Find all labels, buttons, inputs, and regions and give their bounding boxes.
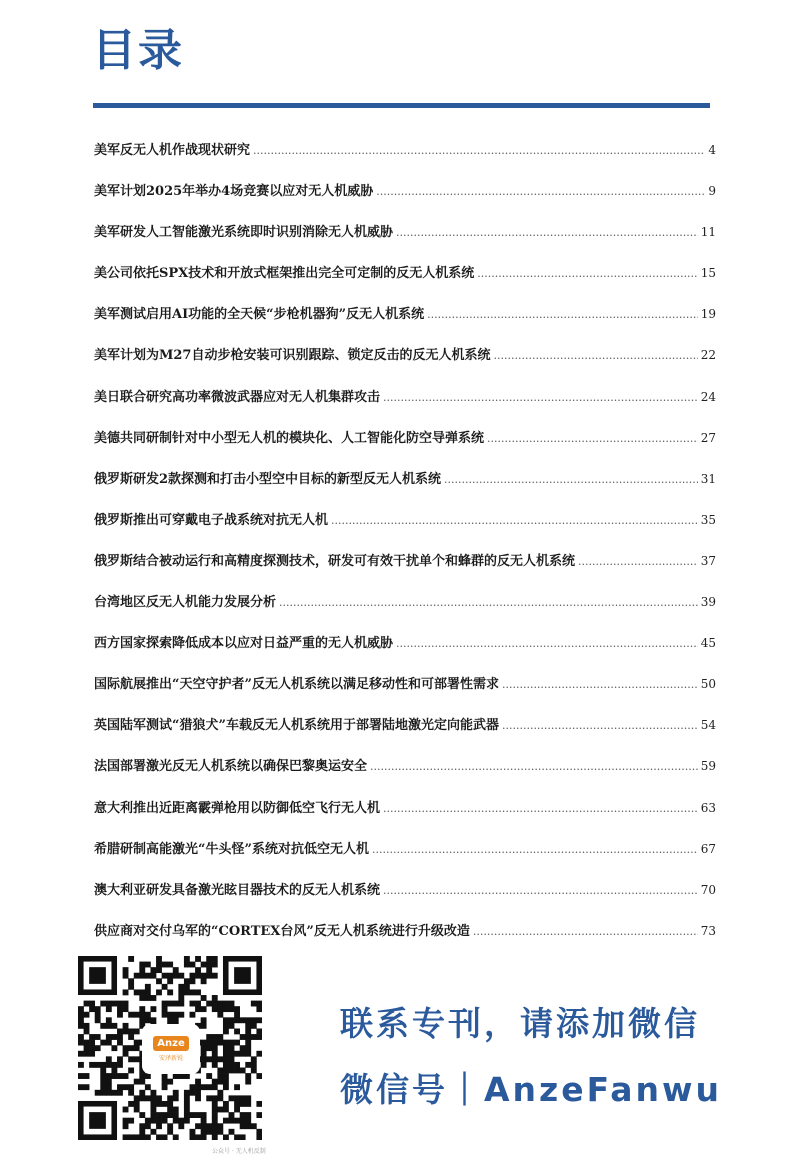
toc-entry-title: 西方国家探索降低成本以应对日益严重的无人机威胁 xyxy=(94,636,394,652)
toc-entry[interactable] xyxy=(94,911,716,952)
toc-entry-page: 63 xyxy=(700,800,716,815)
toc-entry-page: 22 xyxy=(700,348,716,363)
toc-entry-title: 澳大利亚研发具备激光眩目器技术的反无人机系统 xyxy=(94,882,381,898)
toc-entry-page: 50 xyxy=(700,677,716,692)
toc-entry-page: 31 xyxy=(700,471,716,486)
toc-entry-page: 9 xyxy=(708,184,716,199)
qr-code xyxy=(78,956,262,1140)
toc-dot-leader xyxy=(396,623,698,664)
toc-dot-leader xyxy=(502,705,698,746)
toc-entry[interactable] xyxy=(94,788,716,829)
toc-entry-title: 美军研发人工智能激光系统即时识别消除无人机威胁 xyxy=(94,225,394,241)
toc-entry-title: 法国部署激光反无人机系统以确保巴黎奥运安全 xyxy=(94,759,368,775)
toc-dot-leader xyxy=(427,294,698,335)
toc-dot-leader xyxy=(383,788,698,829)
toc-entry-page: 73 xyxy=(700,923,716,938)
toc-entry[interactable] xyxy=(94,253,716,294)
toc-entry-title: 供应商对交付乌军的“CORTEX台风”反无人机系统进行升级改造 xyxy=(94,923,470,939)
toc-dot-leader xyxy=(444,459,698,500)
toc-entry[interactable] xyxy=(94,130,716,171)
wechat-id: 微信号｜AnzeFanwu xyxy=(340,1070,722,1109)
toc-dot-leader xyxy=(578,541,698,582)
toc-dot-leader xyxy=(370,746,698,787)
toc-entry-page: 45 xyxy=(700,636,716,651)
toc-entry-title: 希腊研制高能激光“牛头怪”系统对抗低空无人机 xyxy=(94,841,369,857)
toc-dot-leader xyxy=(372,829,698,870)
toc-entry[interactable] xyxy=(94,212,716,253)
toc-entry-page: 15 xyxy=(700,266,716,281)
toc-entry-title: 美日联合研究高功率微波武器应对无人机集群攻击 xyxy=(94,389,381,405)
page-title: 目录 xyxy=(92,25,184,76)
toc-entry-title: 国际航展推出“天空守护者”反无人机系统以满足移动性和可部署性需求 xyxy=(94,677,499,693)
toc-entry-page: 27 xyxy=(700,430,716,445)
toc-entry-title: 意大利推出近距离霰弹枪用以防御低空飞行无人机 xyxy=(94,800,381,816)
toc-entry-title: 俄罗斯推出可穿戴电子战系统对抗无人机 xyxy=(94,512,329,528)
toc-entry[interactable] xyxy=(94,746,716,787)
toc-entry-page: 70 xyxy=(700,882,716,897)
toc-dot-leader xyxy=(383,377,698,418)
toc-entry-title: 台湾地区反无人机能力发展分析 xyxy=(94,595,277,611)
title-divider xyxy=(93,103,710,108)
brand-logo: Anze xyxy=(153,1036,188,1051)
toc-entry-page: 35 xyxy=(700,512,716,527)
toc-entry-title: 俄罗斯研发2款探测和打击小型空中目标的新型反无人机系统 xyxy=(94,471,442,487)
toc-entry-title: 美公司依托SPX技术和开放式框架推出完全可定制的反无人机系统 xyxy=(94,266,475,282)
toc-entry-title: 美军测试启用AI功能的全天候“步枪机器狗”反无人机系统 xyxy=(94,307,425,323)
qr-logo-badge xyxy=(144,1026,198,1072)
toc-dot-leader xyxy=(473,911,698,952)
toc-entry[interactable] xyxy=(94,705,716,746)
toc-entry-page: 67 xyxy=(700,841,716,856)
toc-entry-page: 37 xyxy=(700,553,716,568)
toc-entry[interactable] xyxy=(94,870,716,911)
toc-entry-page: 24 xyxy=(700,389,716,404)
toc-entry[interactable] xyxy=(94,829,716,870)
toc-entry-title: 美军计划为M27自动步枪安装可识别跟踪、锁定反击的反无人机系统 xyxy=(94,348,491,364)
toc-dot-leader xyxy=(487,418,698,459)
toc-entry-page: 39 xyxy=(700,595,716,610)
toc-entry-page: 4 xyxy=(708,143,716,157)
toc-dot-leader xyxy=(279,582,698,623)
toc-dot-leader xyxy=(396,212,698,253)
toc-entry[interactable] xyxy=(94,418,716,459)
toc-entry[interactable] xyxy=(94,541,716,582)
toc-entry[interactable] xyxy=(94,623,716,664)
toc-entry-page: 59 xyxy=(700,759,716,774)
contact-instruction: 联系专刊，请添加微信 xyxy=(340,1004,700,1043)
toc-entry[interactable] xyxy=(94,582,716,623)
toc-entry-title: 美军计划2025年举办4场竞赛以应对无人机威胁 xyxy=(94,184,374,200)
toc-entry[interactable] xyxy=(94,377,716,418)
toc-entry-page: 11 xyxy=(700,225,716,240)
toc-dot-leader xyxy=(253,130,705,171)
toc-dot-leader xyxy=(383,870,698,911)
toc-entry-title: 美军反无人机作战现状研究 xyxy=(94,143,251,158)
toc-entry-title: 美德共同研制针对中小型无人机的模块化、人工智能化防空导弹系统 xyxy=(94,430,485,446)
toc-entry-title: 俄罗斯结合被动运行和高精度探测技术，研发可有效干扰单个和蜂群的反无人机系统 xyxy=(94,553,576,569)
toc-dot-leader xyxy=(493,335,697,376)
toc-entry[interactable] xyxy=(94,171,716,212)
toc-entry-page: 54 xyxy=(700,718,716,733)
watermark: 公众号 · 无人机反制 xyxy=(212,1148,266,1155)
toc-entry[interactable] xyxy=(94,500,716,541)
brand-logo-sub: 安泽新锐 xyxy=(158,1055,183,1062)
toc-dot-leader xyxy=(376,171,705,212)
toc-dot-leader xyxy=(477,253,697,294)
toc-entry[interactable] xyxy=(94,294,716,335)
toc-entry[interactable] xyxy=(94,664,716,705)
toc-entry[interactable] xyxy=(94,459,716,500)
toc-entry-title: 英国陆军测试“猎狼犬”车载反无人机系统用于部署陆地激光定向能武器 xyxy=(94,718,499,734)
toc-dot-leader xyxy=(502,664,698,705)
table-of-contents xyxy=(94,130,716,952)
toc-entry[interactable] xyxy=(94,335,716,376)
toc-entry-page: 19 xyxy=(700,307,716,322)
toc-dot-leader xyxy=(331,500,698,541)
